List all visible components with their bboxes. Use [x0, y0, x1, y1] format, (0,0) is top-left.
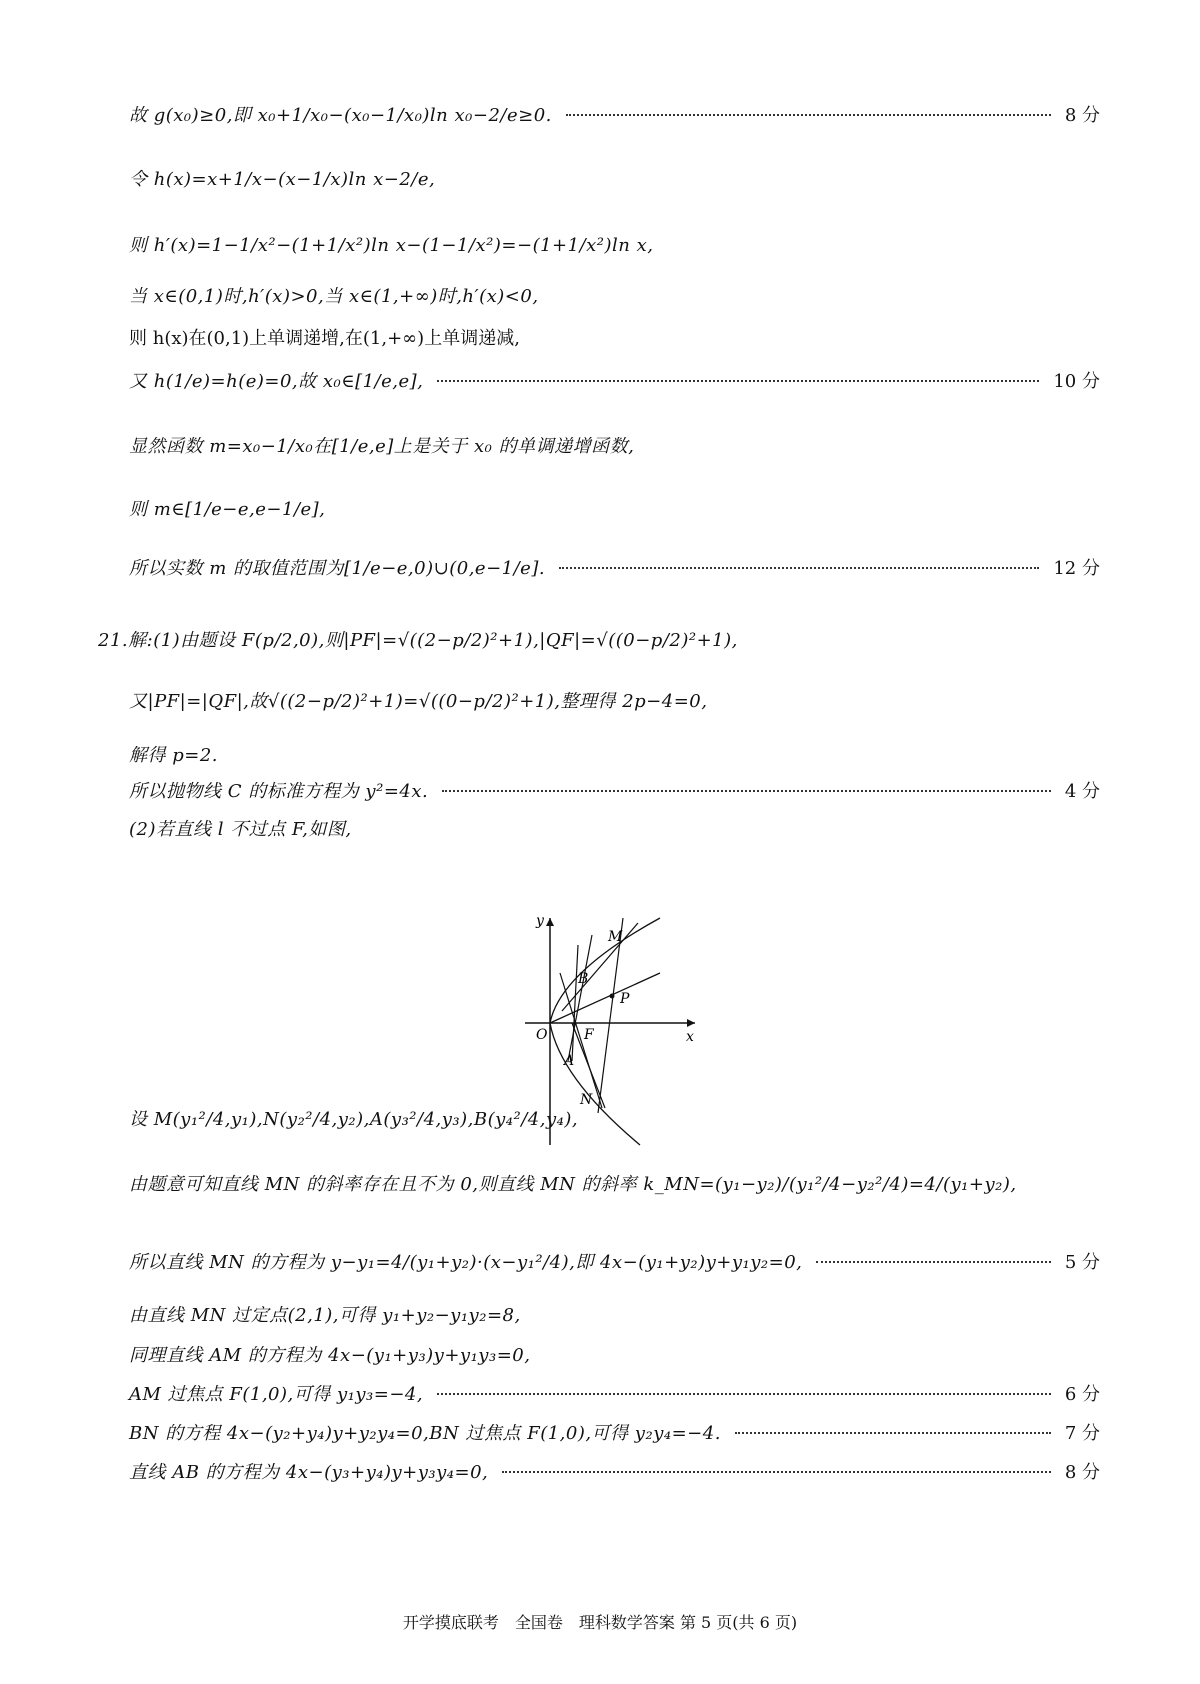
- line-1-text: 故 g(x₀)≥0,即 x₀+1/x₀−(x₀−1/x₀)ln x₀−2/e≥0.: [129, 105, 552, 126]
- dot-leader: [442, 789, 1051, 792]
- score-17: 5 分: [1064, 1252, 1100, 1273]
- line-9: [129, 543, 1100, 591]
- dot-leader: [502, 1470, 1051, 1473]
- dot-leader: [566, 113, 1051, 116]
- line-2: [129, 154, 435, 202]
- score-21: 7 分: [1064, 1423, 1100, 1444]
- label-p: P: [620, 991, 630, 1007]
- line-mn: [598, 918, 623, 1113]
- line-19-text: 同理直线 AM 的方程为 4x−(y₁+y₃)y+y₁y₃=0,: [129, 1345, 531, 1366]
- line-14: [129, 804, 352, 852]
- line-17: [129, 1237, 1100, 1285]
- score-1: 8 分: [1064, 105, 1100, 126]
- line-22: [129, 1447, 1100, 1495]
- line-6-text: 又 h(1/e)=h(e)=0,故 x₀∈[1/e,e],: [129, 371, 424, 392]
- line-17-text: 所以直线 MN 的方程为 y−y₁=4/(y₁+y₂)·(x−y₁²/4),即 4x−(y₁+y₂)y+y₁y₂=0,: [129, 1252, 803, 1273]
- line-15-text: 设 M(y₁²/4,y₁),N(y₂²/4,y₂),A(y₃²/4,y₃),B(y₄²/4,y₄),: [129, 1109, 579, 1130]
- line-5-text: 则 h(x)在(0,1)上单调递增,在(1,+∞)上单调递减,: [129, 328, 520, 349]
- line-10-text: 21.解:(1)由题设 F(p/2,0),则|PF|=√((2−p/2)²+1),|QF|=√((0−p/2)²+1),: [98, 630, 738, 651]
- line-7-text: 显然函数 m=x₀−1/x₀在[1/e,e]上是关于 x₀ 的单调递增函数,: [129, 436, 635, 457]
- label-m: M: [608, 929, 623, 945]
- line-9-text: 所以实数 m 的取值范围为[1/e−e,0)∪(0,e−1/e].: [129, 558, 546, 579]
- line-11-text: 又|PF|=|QF|,故√((2−p/2)²+1)=√((0−p/2)²+1),整理得 2p−4=0,: [129, 691, 708, 712]
- line-7: [129, 421, 634, 469]
- line-3: [129, 220, 653, 268]
- label-n: N: [580, 1092, 593, 1108]
- dot-leader: [735, 1431, 1051, 1434]
- line-12-text: 解得 p=2.: [129, 745, 218, 766]
- x-axis-arrow: [687, 1019, 695, 1027]
- score-9: 12 分: [1053, 558, 1100, 579]
- line-extra: [572, 945, 578, 1061]
- parabola-upper: [550, 973, 660, 1023]
- score-20: 6 分: [1064, 1384, 1100, 1405]
- line-22-text: 直线 AB 的方程为 4x−(y₃+y₄)y+y₃y₄=0,: [129, 1462, 489, 1483]
- page-footer: 开学摸底联考 全国卷 理科数学答案 第 5 页(共 6 页): [402, 1613, 798, 1632]
- line-14-text: (2)若直线 l 不过点 F,如图,: [129, 819, 352, 840]
- line-15: [129, 1094, 578, 1142]
- line-8: [129, 484, 325, 532]
- line-13-text: 所以抛物线 C 的标准方程为 y²=4x.: [129, 781, 429, 802]
- label-y: y: [536, 913, 544, 929]
- parabola-upper-branch: [550, 918, 660, 1023]
- line-8-text: 则 m∈[1/e−e,e−1/e],: [129, 499, 326, 520]
- line-6: [129, 356, 1100, 404]
- dot-leader: [559, 566, 1039, 569]
- line-10: [98, 615, 738, 663]
- y-axis-arrow: [546, 918, 554, 926]
- line-4-text: 当 x∈(0,1)时,h′(x)>0,当 x∈(1,+∞)时,h′(x)<0,: [129, 286, 539, 307]
- line-21-text: BN 的方程 4x−(y₂+y₄)y+y₂y₄=0,BN 过焦点 F(1,0),可得 y₂y₄=−4.: [129, 1423, 721, 1444]
- label-a: A: [564, 1053, 575, 1069]
- line-5: [129, 313, 520, 361]
- dot-leader: [437, 379, 1039, 382]
- line-18-text: 由直线 MN 过定点(2,1),可得 y₁+y₂−y₁y₂=8,: [129, 1305, 521, 1326]
- line-1: [129, 90, 1100, 138]
- score-13: 4 分: [1064, 781, 1100, 802]
- label-o: O: [536, 1027, 548, 1043]
- label-x: x: [686, 1029, 694, 1045]
- line-20-text: AM 过焦点 F(1,0),可得 y₁y₃=−4,: [129, 1384, 424, 1405]
- line-16-text: 由题意可知直线 MN 的斜率存在且不为 0,则直线 MN 的斜率 k_MN=(y₁−y₂)/(y₁²/4−y₂²/4)=4/(y₁+y₂),: [129, 1174, 1017, 1195]
- label-f: F: [584, 1027, 594, 1043]
- point-p: [610, 994, 615, 999]
- score-22: 8 分: [1064, 1462, 1100, 1483]
- dot-leader: [437, 1392, 1051, 1395]
- line-3-text: 则 h′(x)=1−1/x²−(1+1/x²)ln x−(1−1/x²)=−(1+1/x²)ln x,: [129, 235, 654, 256]
- line-4: [129, 271, 539, 319]
- line-11: [129, 676, 707, 724]
- label-b: B: [578, 971, 589, 987]
- dot-leader: [816, 1260, 1050, 1263]
- score-6: 10 分: [1053, 371, 1100, 392]
- line-2-text: 令 h(x)=x+1/x−(x−1/x)ln x−2/e,: [129, 169, 436, 190]
- line-16: [129, 1159, 1017, 1207]
